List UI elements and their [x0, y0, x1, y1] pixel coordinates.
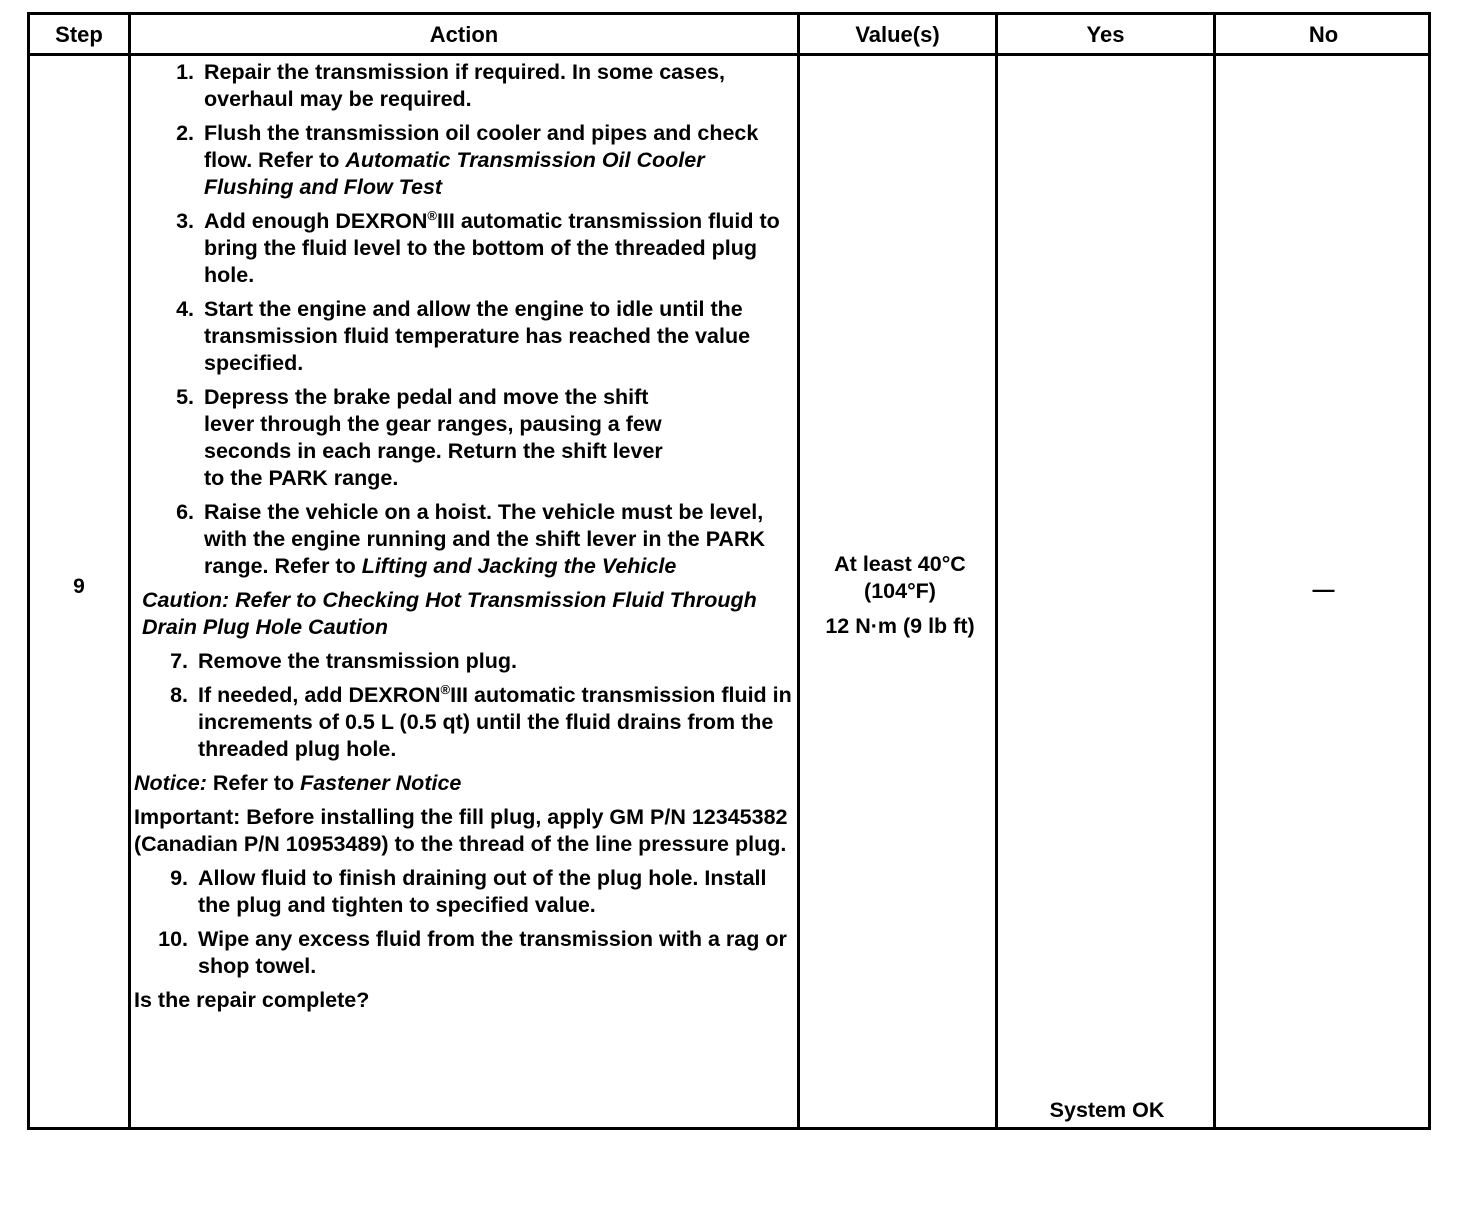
reference-link: Lifting and Jacking the Vehicle [361, 554, 677, 578]
caution-note: Caution: Refer to Checking Hot Transmission Fluid Through Drain Plug Hole Caution [142, 588, 757, 639]
list-item: 3. Add enough DEXRON®III automatic transmission fluid to bring the fluid level to the bottom of the threaded plug hole. [176, 208, 780, 287]
list-item: 7. Remove the transmission plug. [170, 649, 517, 673]
step-number: 9 [73, 575, 85, 598]
header-no: No [1308, 22, 1339, 47]
list-item: 10. Wipe any excess fluid from the transmission with a rag or shop towel. [158, 927, 787, 978]
list-item: 4. Start the engine and allow the engine to idle until the transmission fluid temperature has reached the value specified. [176, 297, 751, 375]
yes-result: System OK [1049, 1098, 1165, 1122]
list-item: 8. If needed, add DEXRON®III automatic transmission fluid in increments of 0.5 L (0.5 qt) until the fluid drains from the threaded plug hole. [170, 682, 792, 761]
list-item: 5. Depress the brake pedal and move the shift lever through the gear ranges, pausing a few seconds in each range. Return the shift lever to the PARK range. [176, 385, 663, 490]
list-item: 2. Flush the transmission oil cooler and pipes and check flow. Refer to Automatic Transmission Oil Cooler Flushing and Flow Test [176, 121, 759, 199]
reference-link: Automatic Transmission Oil Cooler Flushing and Flow Test [204, 148, 705, 199]
diagnostic-table [27, 12, 1431, 1130]
no-result: — [1312, 577, 1335, 602]
list-item: 1. Repair the transmission if required. In some cases, overhaul may be required. [176, 60, 725, 111]
header-yes: Yes [1086, 22, 1125, 47]
action-cell [134, 59, 794, 1021]
question-text: Is the repair complete? [134, 988, 370, 1012]
header-values: Value(s) [855, 22, 940, 47]
important-note: Important: Before installing the fill plug, apply GM P/N 12345382 (Canadian P/N 10953489) to the thread of the line pressure plug. [134, 805, 788, 856]
values-cell [800, 551, 1000, 640]
temperature-value: At least 40°C (104°F) [834, 552, 966, 603]
header-step: Step [55, 22, 103, 47]
list-item: 9. Allow fluid to finish draining out of the plug hole. Install the plug and tighten to specified value. [170, 866, 767, 917]
notice-note: Notice: Refer to Fastener Notice [134, 771, 462, 795]
list-item: 6. Raise the vehicle on a hoist. The vehicle must be level, with the engine running and the shift lever in the PARK range. Refer to Lifting and Jacking the Vehicle [176, 500, 766, 578]
header-action: Action [429, 22, 499, 47]
column-divider [1213, 15, 1216, 1127]
torque-value: 12 N·m (9 lb ft) [825, 614, 975, 638]
column-divider [128, 15, 131, 1127]
